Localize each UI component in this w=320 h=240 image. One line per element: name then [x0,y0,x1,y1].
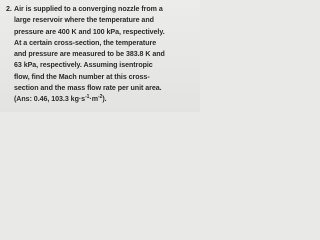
problem-line-text: and pressure are measured to be 383.8 K and [14,50,165,59]
problem-line-4 [6,38,197,49]
problem-line-text: large reservoir where the temperature and [14,16,154,25]
answer-exponent-2: -2 [98,94,103,101]
problem-line-text: 63 kPa, respectively. Assuming isentropic [14,61,153,70]
answer-exponent-1: -1 [85,94,90,101]
problem-line-8 [6,83,197,94]
problem-line-5 [6,49,197,60]
problem-text [6,4,197,106]
problem-line-text: Air is supplied to a converging nozzle from a [14,5,163,13]
answer-prefix: (Ans: 0.46, 103.3 kg·s [14,95,86,104]
problem-line-text: pressure are 400 K and 100 kPa, respectively. [14,27,165,36]
problem-line-text: flow, find the Mach number at this cross- [14,72,150,81]
problem-line-2 [6,15,197,26]
problem-line-6 [6,60,197,71]
answer-line [6,94,197,105]
answer-suffix: ). [102,95,107,104]
answer-middle: ·m [89,95,98,104]
problem-line-text: At a certain cross-section, the temperature [14,38,157,47]
problem-line-text: section and the mass flow rate per unit area. [14,84,162,93]
problem-line-3 [6,27,197,38]
problem-line-1 [6,4,197,15]
document-page [0,0,200,112]
problem-number: 2. [6,5,12,13]
problem-line-7 [6,72,197,83]
